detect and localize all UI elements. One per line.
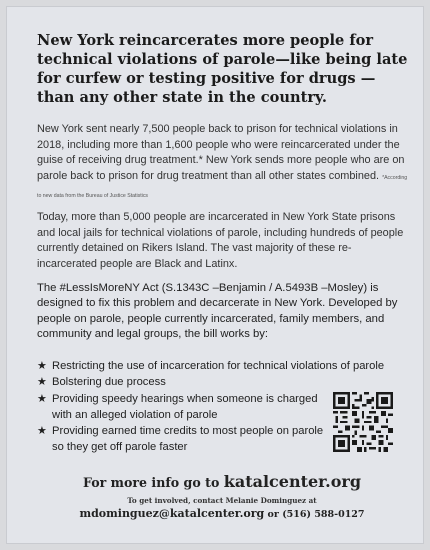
star-icon: ★ <box>37 392 48 405</box>
star-icon: ★ <box>37 376 48 389</box>
qr-code-icon[interactable] <box>333 392 393 452</box>
incarceration-paragraph: Today, more than 5,000 people are incarcerated in New York State prisons and local jails for technical violations of parole, including hundreds of people currently detained on Rikers Island. The vast majority of these re-incarcerated people are Black and Latinx. <box>37 211 404 271</box>
intro-text: New York sent nearly 7,500 people back to prison for technical violations in 2018, including more than 1,600 people who were reincarcerated under the guise of receiving drug treatment.* New York sends more people who are on parole back to prison for drug treatment than all other states combined. <box>37 123 405 183</box>
contact-line: To get involved, contact Melanie Dominguez at <box>127 496 317 505</box>
more-info-line <box>7 472 430 491</box>
more-info-prefix: For more info go to <box>82 475 220 490</box>
headline: New York reincarcerates more people for technical violations of parole—like being late for curfew or testing positive for drugs —than any other state in the country. <box>37 32 408 106</box>
list-item <box>37 391 327 424</box>
act-paragraph: The #LessIsMoreNY Act (S.1343C –Benjamin / A.5493B –Mosley) is designed to fix this problem and decarcerate in New York. Developed by people on parole, people currently incarcerated, family members, and community and legal groups, the bill works by: <box>37 282 398 340</box>
email-link[interactable]: mdominguez@katalcenter.org <box>79 507 265 520</box>
star-icon: ★ <box>37 360 48 372</box>
intro-paragraph <box>37 122 409 205</box>
list-item-text: Providing speedy hearings when someone is charged with an alleged violation of parole <box>52 392 318 421</box>
website-link[interactable]: katalcenter.org <box>223 472 361 491</box>
list-item-text: Bolstering due process <box>52 376 166 389</box>
star-icon: ★ <box>37 425 48 438</box>
list-item <box>37 358 409 374</box>
list-item <box>37 423 327 456</box>
list-item-text: Restricting the use of incarceration for technical violations of parole <box>52 360 385 372</box>
flyer-page <box>6 6 424 544</box>
list-item <box>37 374 409 390</box>
footnote: *According to new data from the Bureau of Justice Statistics <box>37 175 408 199</box>
phone-number[interactable]: (516) 588-0127 <box>282 509 365 520</box>
list-item-text: Providing earned time credits to most people on parole so they get off parole faster <box>52 425 324 454</box>
email-phone-line <box>7 507 430 520</box>
phone-prefix: or <box>267 509 279 520</box>
